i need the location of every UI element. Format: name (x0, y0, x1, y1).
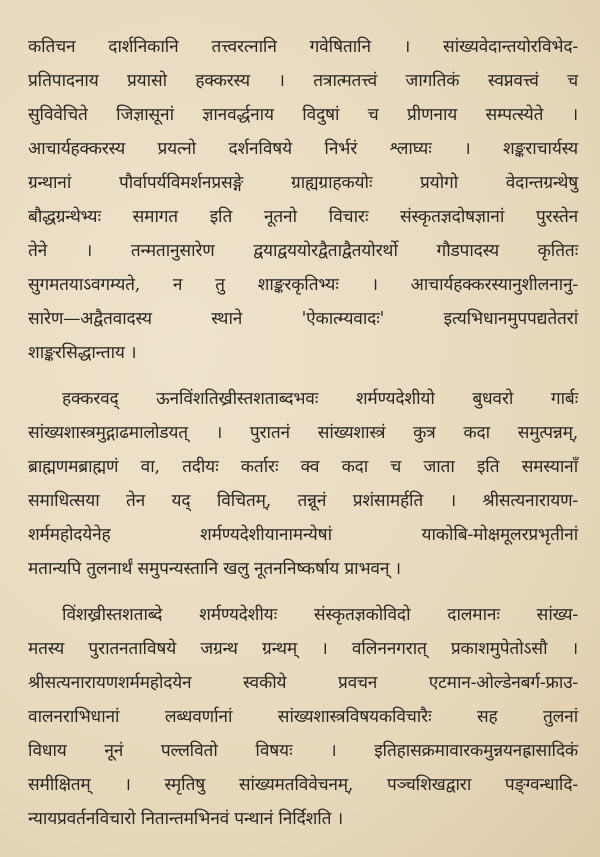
paragraph-1 (28, 30, 578, 370)
text-line: मतान्यपि तुलनार्थं समुपन्यस्तानि खलु नूतननिष्कर्षाय प्राभवन् । (28, 559, 401, 579)
text-line: बौद्धग्रन्थेभ्यः समागत इति नूतनो विचारः संस्कृतज्ञदोषज्ञानां पुरस्तेन (28, 207, 578, 227)
text-line: विंशख्रीस्तशताब्दे शर्मण्यदेशीयः संस्कृतज्ञकोविदो दालमानः सांख्य- (62, 605, 578, 625)
paragraph-2 (28, 382, 578, 586)
text-line: शर्ममहोदयेनेह शर्मण्यदेशीयानामन्येषां याकोबि-मोक्षमूलरप्रभृतीनां (28, 525, 578, 545)
text-line: वालनराभिधानां लब्धवर्णानां सांख्यशास्त्रविषयकविचारैः सह तुलनां (28, 707, 578, 727)
text-line: समीक्षितम् । स्मृतिषु सांख्यमतविवेचनम्, पञ्चशिखद्वारा पङ्ग्वन्धादि- (28, 775, 578, 795)
text-line: कतिचन दार्शनिकानि तत्त्वरत्नानि गवेषितानि । सांख्यवेदान्तयोरविभेद- (28, 37, 578, 57)
text-line: सारेण—अद्वैतवादस्य स्थाने 'ऐकात्म्यवादः' इत्यभिधानमुपपद्यतेतरां (28, 309, 578, 329)
text-line: समाधित्सया तेन यद् विचितम्, तन्नूनं प्रशंसामर्हति । श्रीसत्यनारायण- (28, 491, 578, 511)
text-line: ब्राह्मणमब्राह्मणं वा, तदीयः कर्तारः क्व कदा च जाता इति समस्यानाँ (28, 457, 578, 477)
text-line: सुगमतयाऽवगम्यते, न तु शाङ्करकृतिभ्यः । आचार्यहक्करस्यानुशीलनानु- (28, 275, 578, 295)
text-line: विधाय नूनं पल्लवितो विषयः । इतिहासक्रमावारकमुन्नयनह्रासादिकं (28, 741, 578, 761)
text-line: सांख्यशास्त्रमुद्गाढमालोडयत् । पुरातनं सांख्यशास्त्रं कुत्र कदा समुत्पन्नम्, (28, 423, 578, 443)
text-line: हक्करवद् ऊनविंशतिख्रीस्तशताब्दभवः शर्मण्यदेशीयो बुधवरो गार्बः (62, 389, 578, 409)
text-line: तेने । तन्मतानुसारेण द्वयाद्वययोरद्वैताद्वैतयोरर्थो गौडपादस्य कृतितः (28, 241, 578, 261)
text-line: सुविवेचिते जिज्ञासूनां ज्ञानवर्द्धनाय विदुषां च प्रीणनाय सम्पत्स्येते । (28, 105, 578, 125)
paragraph-3 (28, 598, 578, 836)
paragraph-gap (28, 586, 578, 598)
text-line: आचार्यहक्करस्य प्रयत्नो दर्शनविषये निर्भरं श्लाघ्यः । शङ्कराचार्यस्य (28, 139, 578, 159)
text-line: श्रीसत्यनारायणशर्ममहोदयेन स्वकीये प्रवचन एटमान-ओल्डेनबर्ग-फ्राउ- (28, 673, 578, 693)
text-line: मतस्य पुरातनताविषये जग्रन्थ ग्रन्थम् । वलिननगरात् प्रकाशमुपेतोऽसौ । (28, 639, 578, 659)
text-line: प्रतिपादनाय प्रयासो हक्करस्य । तत्रात्मतत्त्वं जागतिकं स्वप्नवत्त्वं च (28, 71, 578, 91)
text-line: ग्रन्थानां पौर्वापर्यविमर्शनप्रसङ्गे ग्राह्यग्राहकयोः प्रयोगो वेदान्तग्रन्थेषु (28, 173, 578, 193)
text-line: शाङ्करसिद्धान्ताय । (28, 343, 137, 363)
paragraph-gap (28, 370, 578, 382)
text-line: न्यायप्रवर्तनविचारो नितान्तमभिनवं पन्थानं निर्दिशति । (28, 809, 343, 829)
